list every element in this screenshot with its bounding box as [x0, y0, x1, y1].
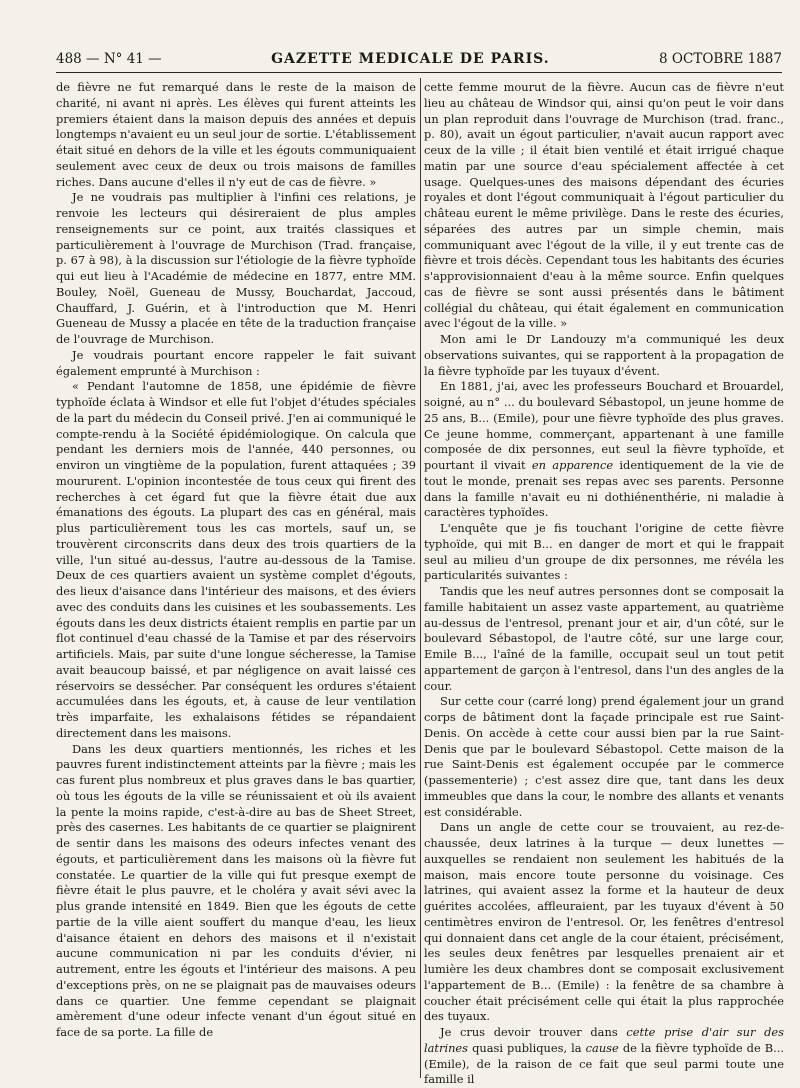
- text-run: identiquement de la vie de tout le monde, prenait ses repas avec ses parents. Personne dans la famille n'avait eu ni dothiénenthérie, ni maladie à caractères typhoïdes.: [424, 458, 784, 520]
- paragraph: [424, 1025, 784, 1088]
- text-run: de la fièvre typhoïde de B... (Emile), de la raison de ce fait que seul parmi toute une famille il: [424, 1040, 784, 1087]
- paragraph: Je ne voudrais pas multiplier à l'infini ces relations, je renvoie les lecteurs qui désireraient de plus amples renseignements sur ce point, aux traités classiques et particulièrement à l'ouvrage de Murchison (Trad. française, p. 67 à 98), à la discussion sur l'étiologie de la fièvre typhoïde qui eut lieu à l'Académie de médecine en 1877, entre MM. Bouley, Noël, Gueneau de Mussy, Bouchardat, Jaccoud, Chauffard, J. Guérin, et à l'introduction que M. Henri Gueneau de Mussy a placée en tête de la traduction française de l'ouvrage de Murchison.: [56, 190, 416, 346]
- journal-title: GAZETTE MEDICALE DE PARIS.: [271, 51, 550, 67]
- italic-text: en apparence: [531, 458, 614, 472]
- paragraph: de fièvre ne fut remarqué dans le reste de la maison de charité, ni avant ni après. Les élèves qui furent atteints les premiers étaient dans la maison depuis des années et depuis longtemps n'avaient eu un seul jour de sortie. L'établissement était situé en dehors de la ville et les égouts communiquaient seulement avec ceux de deux ou trois maisons de familles riches. Dans aucune d'elles il n'y eut de cas de fièvre. »: [56, 80, 416, 189]
- italic-text: cette prise d'air sur des latrines: [424, 1025, 784, 1055]
- issue-date: 8 OCTOBRE 1887: [659, 51, 782, 67]
- paragraph: Mon ami le Dr Landouzy m'a communiqué les deux observations suivantes, qui se rapportent à la propagation de la fièvre typhoïde par les tuyaux d'évent.: [424, 332, 784, 378]
- paragraph: [424, 379, 784, 521]
- left-column: [56, 80, 416, 1076]
- paragraph: Je voudrais pourtant encore rappeler le fait suivant également emprunté à Murchison :: [56, 347, 416, 378]
- text-run: Je crus devoir trouver dans: [440, 1025, 627, 1039]
- column-divider: [420, 78, 421, 1078]
- paragraph: L'enquête que je fis touchant l'origine de cette fièvre typhoïde, qui mit B... en danger de mort et qui le frappait seul au milieu d'un groupe de dix personnes, me révéla les particularités suivantes :: [424, 521, 784, 583]
- italic-text: cause: [585, 1040, 619, 1055]
- paragraph: Sur cette cour (carré long) prend également jour un grand corps de bâtiment dont la façade principale est rue Saint-Denis. On accède à cette cour aussi bien par la rue Saint-Denis que par le boulevard Sébastopol. Cette maison de la rue Saint-Denis est également occupée par le commerce (passementerie) ; c'est assez dire que, tant dans les deux immeubles que dans la cour, le nombre des allants et venants est considérable.: [424, 694, 784, 819]
- paragraph: « Pendant l'automne de 1858, une épidémie de fièvre typhoïde éclata à Windsor et elle fut l'objet d'études spéciales de la part du médecin du Conseil privé. J'en ai communiqué le compte-rendu à la Société épidémiologique. On calcula que pendant les derniers mois de l'année, 440 personnes, ou environ un vingtième de la population, furent attaquées ; 39 moururent. L'opinion incontestée de tous ceux qui firent des recherches à cet égard fut que la fièvre était due aux émanations des égouts. La plupart des cas en général, mais plus particulièrement tous les cas mortels, sauf un, se trouvèrent circonscrits dans deux des trois quartiers de la ville, l'un situé au-dessus, l'autre au-dessous de la Tamise. Deux de ces quartiers avaient un système complet d'égouts, des lieux d'aisance dans l'intérieur des maisons, et des éviers avec des conduits dans les cuisines et les soubassements. Les égouts dans les deux districts étaient remplis en partie par un flot continuel d'eau chassé de la Tamise et par des réservoirs artificiels. Mais, par suite d'une longue sécheresse, la Tamise avait beaucoup baissé, et par négligence on avait laissé ces réservoirs se dessécher. Par conséquent les ordures s'étaient accumulées dans les égouts, et, à cause de leur ventilation très imparfaite, les exhalaisons fétides se répandaient directement dans les maisons.: [56, 379, 416, 740]
- page-header: [56, 46, 782, 73]
- text-run: quasi publiques, la: [468, 1040, 586, 1055]
- page-number: 488 — N° 41 —: [56, 51, 162, 67]
- right-column: [424, 80, 784, 1087]
- paragraph: Dans les deux quartiers mentionnés, les riches et les pauvres furent indistinctement atteints par la fièvre ; mais les cas furent plus nombreux et plus graves dans le bas quartier, où tous les égouts de la ville se réunissaient et où ils avaient la pente la moins rapide, c'est-à-dire au bas de Sheet Street, près des casernes. Les habitants de ce quartier se plaignirent de sentir dans les maisons des odeurs infectes venant des égouts, et particulièrement dans les maisons où la fièvre fut constatée. Le quartier de la ville qui fut presque exempt de fièvre était le plus pauvre, et le choléra y avait sévi avec la plus grande intensité en 1849. Bien que les égouts de cette partie de la ville aient souffert du manque d'eau, les lieux d'aisance étaient en dehors des maisons et il n'existait aucune communication ni par les conduits d'évier, ni autrement, entre les égouts et l'intérieur des maisons. A peu d'exceptions près, on ne se plaignait pas de mauvaises odeurs dans ce quartier. Une femme cependant se plaignait amèrement d'une odeur infecte venant d'un égout situé en face de sa porte. La fille de: [56, 741, 416, 1039]
- paragraph: Dans un angle de cette cour se trouvaient, au rez-de-chaussée, deux latrines à la turque — deux lunettes — auxquelles se rendaient non seulement les habitués de la maison, mais encore toute personne du voisinage. Ces latrines, qui avaient assez la forme et la hauteur de deux guérites accolées, affleuraient, par les tuyaux d'évent à 50 centimètres environ de l'entresol. Or, les fenêtres d'entresol qui donnaient dans cet angle de la cour étaient, précisément, les seules deux fenêtres par lesquelles prenaient air et lumière les deux chambres dont se composait exclusivement l'appartement de B... (Emile) : la fenêtre de sa chambre à coucher était précisément celle qui était la plus rapprochée des tuyaux.: [424, 820, 784, 1024]
- paragraph: cette femme mourut de la fièvre. Aucun cas de fièvre n'eut lieu au château de Windsor qui, ainsi qu'on peut le voir dans un plan reproduit dans l'ouvrage de Murchison (trad. franc., p. 80), avait un égout particulier, n'avait aucun rapport avec ceux de la ville ; il était bien ventilé et était irrigué chaque matin par une source d'eau spécialement affectée à cet usage. Quelques-unes des maisons dépendant des écuries royales et dont l'égout communiquait à l'égout particulier du château eurent le même privilège. Dans le reste des écuries, séparées des autres par un simple chemin, mais communiquant avec l'égout de la ville, il y eut trente cas de fièvre et trois décès. Cependant tous les habitants des écuries s'approvisionnaient d'eau à la même source. Enfin quelques cas de fièvre se sont aussi présentés dans le bâtiment collégial du château, qui était également en communication avec l'égout de la ville. »: [424, 80, 784, 331]
- text-run: En 1881, j'ai, avec les professeurs Bouchard et Brouardel, soigné, au n° ... du boulevard Sébastopol, un jeune homme de 25 ans, B... (Emile), pour une fièvre typhoïde des plus graves. Ce jeune homme, commerçant, appartenant à une famille composée de dix personnes, eut seul la fièvre typhoïde, et pourtant il vivait: [424, 379, 784, 472]
- paragraph: Tandis que les neuf autres personnes dont se composait la famille habitaient un assez vaste appartement, au quatrième au-dessus de l'entresol, prenant jour et air, d'un côté, sur le boulevard Sébastopol, de l'autre côté, sur une large cour, Emile B..., l'aîné de la famille, occupait seul un tout petit appartement de garçon à l'entresol, dans l'un des angles de la cour.: [424, 584, 784, 693]
